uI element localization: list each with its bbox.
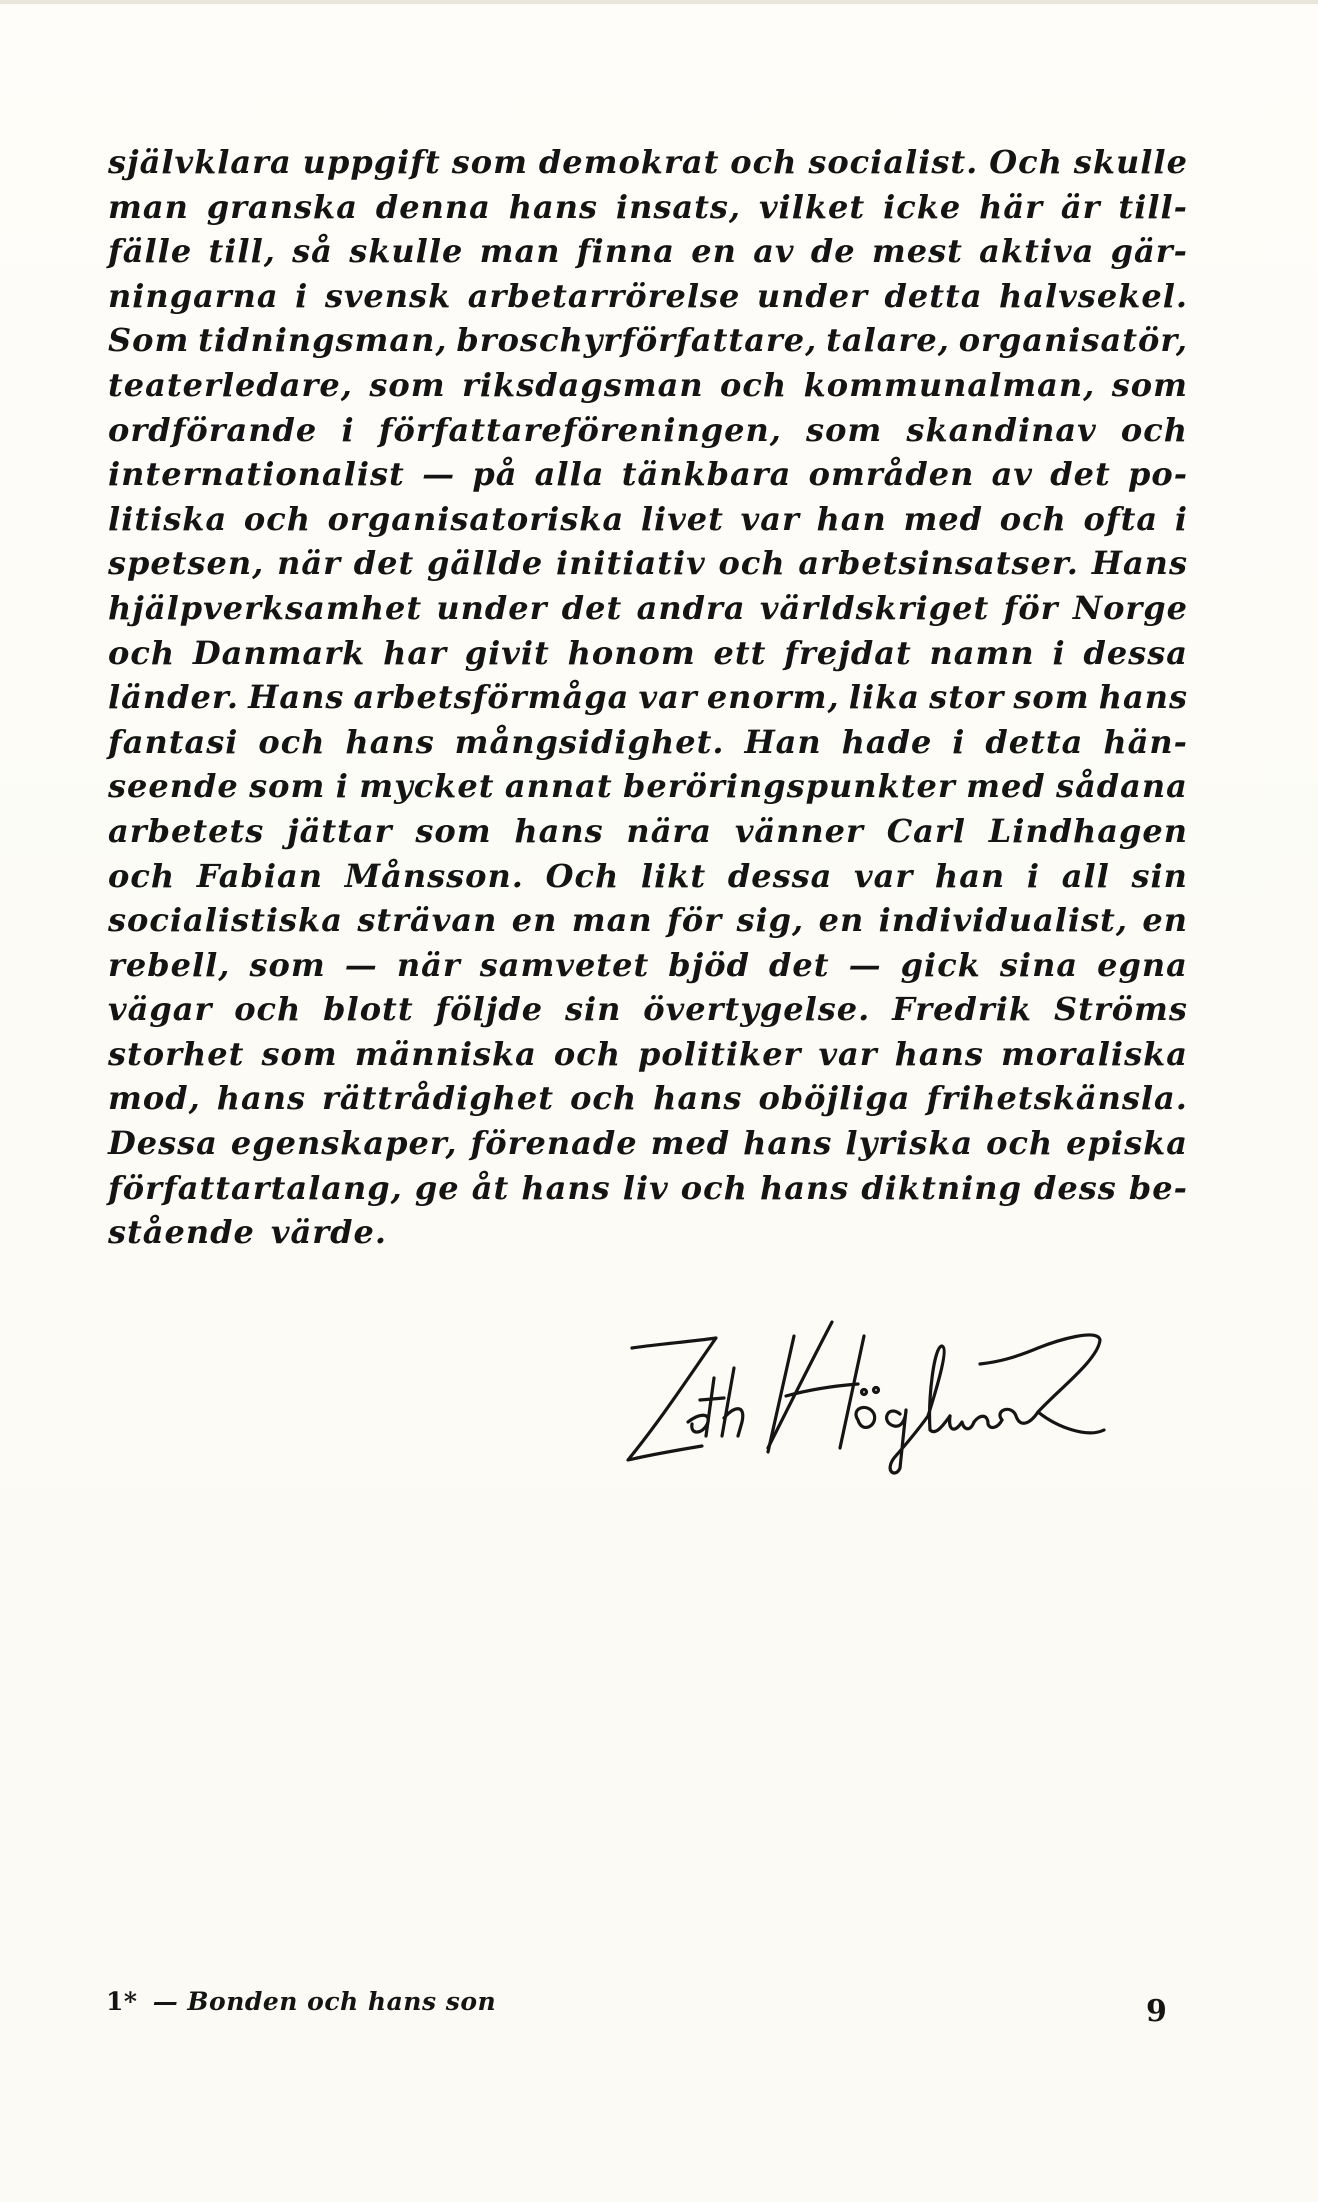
word: Och (989, 143, 1063, 181)
text-line (108, 140, 1188, 185)
word: hans (653, 1079, 743, 1118)
word: hans (345, 722, 435, 761)
word: länder. (108, 678, 239, 717)
word: en (818, 901, 865, 940)
text-line (108, 631, 1188, 676)
word: givit (464, 633, 550, 672)
word: av (753, 232, 795, 271)
word: Hans (1091, 544, 1188, 583)
word: liv (622, 1168, 669, 1207)
word: dessa (1083, 633, 1188, 672)
word: mest (871, 232, 963, 271)
word: och (718, 544, 786, 583)
word: de (810, 232, 856, 271)
word: det (561, 588, 623, 627)
text-line (108, 1166, 1188, 1211)
word: sin (564, 990, 622, 1029)
word: hans (760, 1168, 850, 1207)
text-line (108, 452, 1188, 497)
text-line (108, 943, 1188, 988)
word: hans (216, 1079, 306, 1118)
word: denna (375, 187, 491, 226)
word: arbetsförmåga (353, 678, 630, 717)
word: har (383, 633, 447, 672)
word: storhet (108, 1034, 245, 1073)
word: hans (743, 1124, 833, 1163)
word: värde. (270, 1213, 387, 1252)
word: initiativ (555, 544, 706, 583)
word: och (1120, 410, 1188, 449)
word: till, (208, 232, 276, 271)
text-line (108, 1032, 1188, 1077)
word: svensk (324, 276, 452, 315)
word: vänner (734, 811, 864, 850)
word: ningarna (108, 276, 279, 315)
word: lyriska (845, 1124, 974, 1163)
word: Han (744, 722, 822, 761)
word: i (295, 276, 309, 315)
word: enorm, (706, 678, 840, 717)
word: i (341, 410, 355, 449)
word: mod, (108, 1079, 201, 1118)
word: skulle (349, 232, 464, 271)
word: skandinav (906, 410, 1097, 449)
word: oböjliga (758, 1079, 911, 1118)
text-line (108, 898, 1188, 943)
word: som (369, 365, 446, 404)
word: och (258, 722, 326, 761)
word: ofta (1083, 499, 1159, 538)
word: Fredrik (892, 990, 1033, 1029)
word: en (511, 901, 558, 940)
word: stor (929, 678, 1005, 717)
word: spetsen, (108, 544, 265, 583)
word: litiska (108, 499, 228, 538)
word: man (479, 232, 561, 271)
word: när (277, 544, 341, 583)
body-text (108, 140, 1188, 1255)
word: människa (354, 1034, 537, 1073)
text-line (108, 408, 1188, 453)
text-line (108, 675, 1188, 720)
word: Dessa (108, 1124, 218, 1163)
word: som (261, 1034, 338, 1073)
word: po- (1128, 455, 1188, 494)
word: Som (108, 321, 190, 360)
word: uppgift (302, 143, 441, 181)
word: — (848, 945, 882, 984)
word: alla (534, 455, 605, 494)
word: följde (435, 990, 544, 1029)
word: detta (884, 276, 983, 315)
word: jättar (287, 811, 393, 850)
text-line (108, 497, 1188, 542)
word: med (903, 499, 984, 538)
word: när (396, 945, 461, 984)
word: i (335, 767, 349, 806)
word: på (472, 455, 518, 494)
word: tänkbara (621, 455, 792, 494)
word: en (1142, 901, 1188, 940)
word: seende (108, 767, 239, 806)
word: man (571, 901, 653, 940)
word: av (991, 455, 1033, 494)
word: med (966, 767, 1046, 806)
word: i (952, 722, 966, 761)
text-line (108, 185, 1188, 230)
word: aktiva (979, 232, 1095, 271)
word: och (570, 1079, 638, 1118)
word: som (451, 143, 528, 181)
word: honom (567, 633, 696, 672)
word: förenade (470, 1124, 638, 1163)
word: som (1111, 365, 1188, 404)
word: och (730, 143, 798, 181)
word: arbetarrörelse (467, 276, 741, 315)
word: hjälpverksamhet (108, 588, 423, 627)
word: för (1003, 588, 1059, 627)
word: egna (1097, 945, 1188, 984)
text-line (108, 1076, 1188, 1121)
word: dess (1034, 1168, 1117, 1207)
word: och (999, 499, 1067, 538)
word: talare, (826, 321, 950, 360)
word: moraliska (1000, 1034, 1188, 1073)
text-line (108, 541, 1188, 586)
word: nära (626, 811, 713, 850)
word: vilket (758, 187, 866, 226)
word: övertygelse. (643, 990, 871, 1029)
word: ett (713, 633, 767, 672)
word: granska (206, 187, 358, 226)
word: i (1174, 499, 1188, 538)
signature (618, 1318, 1138, 1478)
text-line (108, 318, 1188, 363)
word: och (243, 499, 311, 538)
word: Lindhagen (988, 811, 1188, 850)
word: gällde (427, 544, 544, 583)
page-edge (0, 0, 1318, 4)
word: Carl (886, 811, 966, 850)
footer-book-title: — Bonden och hans son (152, 1987, 497, 2016)
word: i (1052, 633, 1066, 672)
word: beröringspunkter (623, 767, 956, 806)
word: hans (894, 1034, 984, 1073)
word: han (816, 499, 887, 538)
word: och (986, 1124, 1054, 1163)
word: och (234, 990, 302, 1029)
word: för (667, 901, 723, 940)
word: hans (508, 187, 599, 226)
word: det (353, 544, 415, 583)
word: organisatoriska (327, 499, 625, 538)
word: detta (985, 722, 1084, 761)
text-line (108, 1210, 1188, 1255)
word: och (108, 856, 176, 895)
word: Fabian (196, 856, 324, 895)
word: områden (808, 455, 975, 494)
text-line (108, 229, 1188, 274)
word: som (249, 945, 326, 984)
word: med (650, 1124, 731, 1163)
word: en (691, 232, 737, 271)
word: världskriget (759, 588, 990, 627)
text-line (108, 987, 1188, 1032)
word: rättrådighet (322, 1079, 555, 1118)
word: frihetskänsla. (926, 1079, 1188, 1118)
word: det (1050, 455, 1111, 494)
word: namn (929, 633, 1035, 672)
word: var (818, 1034, 878, 1073)
word: självklara (108, 143, 292, 181)
word: var (854, 856, 914, 895)
text-line (108, 720, 1188, 765)
word: fantasi (108, 722, 239, 761)
word: sina (999, 945, 1079, 984)
word: halvsekel. (999, 276, 1188, 315)
word: livet (640, 499, 724, 538)
word: lika (848, 678, 921, 717)
word: socialist. (808, 143, 979, 181)
word: hans (514, 811, 604, 850)
word: det (769, 945, 830, 984)
word: som (415, 811, 492, 850)
word: skulle (1073, 143, 1188, 181)
text-line (108, 854, 1188, 899)
word: författareföreningen, (378, 410, 782, 449)
word: strävan (357, 901, 498, 940)
word: är (1060, 187, 1101, 226)
word: bjöd (668, 945, 750, 984)
word: internationalist (108, 455, 405, 494)
word: och (108, 633, 176, 672)
word: Hans (248, 678, 345, 717)
word: författartalang, (108, 1168, 403, 1207)
word: sig, (736, 901, 805, 940)
word: icke (883, 187, 962, 226)
text-line (108, 1121, 1188, 1166)
word: be- (1128, 1168, 1188, 1207)
word: Och (545, 856, 620, 895)
word: under (436, 588, 548, 627)
word: insats, (615, 187, 742, 226)
word: politiker (638, 1034, 802, 1073)
word: här (979, 187, 1043, 226)
word: Norge (1072, 588, 1188, 627)
word: som (806, 410, 883, 449)
page-number: 9 (1146, 1994, 1167, 2029)
word: finna (576, 232, 675, 271)
sheet-signature-mark: 1* (106, 1987, 138, 2016)
word: gick (900, 945, 981, 984)
text-line (108, 764, 1188, 809)
word: som (1013, 678, 1090, 717)
text-line (108, 363, 1188, 408)
word: och (680, 1168, 748, 1207)
word: frejdat (784, 633, 912, 672)
word: teaterledare, (108, 365, 353, 404)
word: egenskaper, (230, 1124, 458, 1163)
word: arbetsinsatser. (798, 544, 1079, 583)
word: mångsidighet. (454, 722, 725, 761)
word: demokrat (538, 143, 720, 181)
word: Danmark (192, 633, 366, 672)
word: organisatör, (958, 321, 1188, 360)
word: samvetet (479, 945, 650, 984)
word: sin (1131, 856, 1188, 895)
word: var (638, 678, 698, 717)
word: dessa (727, 856, 833, 895)
word: hans (1098, 678, 1188, 717)
word: han (934, 856, 1006, 895)
word: sådana (1056, 767, 1188, 806)
word: i (1026, 856, 1041, 895)
text-line (108, 809, 1188, 854)
word: — (422, 455, 456, 494)
footer-signature-note (106, 1987, 496, 2016)
word: riksdagsman (462, 365, 704, 404)
word: kommunalman, (803, 365, 1096, 404)
word: diktning (861, 1168, 1022, 1207)
word: socialistiska (108, 901, 343, 940)
text-line (108, 274, 1188, 319)
word: hän- (1103, 722, 1188, 761)
word: man (108, 187, 189, 226)
word: fälle (108, 232, 193, 271)
word: likt (640, 856, 707, 895)
text-line (108, 586, 1188, 631)
word: Månsson. (344, 856, 524, 895)
word: stående (108, 1213, 255, 1252)
word: hans (521, 1168, 611, 1207)
word: som (249, 767, 326, 806)
word: ordförande (108, 410, 318, 449)
word: åt (471, 1168, 510, 1207)
word: — (344, 945, 378, 984)
word: hade (841, 722, 933, 761)
word: individualist, (878, 901, 1128, 940)
word: rebell, (108, 945, 231, 984)
word: Ströms (1053, 990, 1188, 1029)
word: all (1061, 856, 1110, 895)
word: var (740, 499, 800, 538)
word: och (720, 365, 788, 404)
word: mycket (359, 767, 495, 806)
word: broschyrförfattare, (456, 321, 818, 360)
word: blott (323, 990, 414, 1029)
word: under (756, 276, 869, 315)
word: arbetets (108, 811, 265, 850)
word: tidningsman, (198, 321, 448, 360)
word: vägar (108, 990, 213, 1029)
word: gär- (1110, 232, 1188, 271)
word: annat (504, 767, 613, 806)
word: och (553, 1034, 622, 1073)
word: episka (1066, 1124, 1188, 1163)
word: till- (1118, 187, 1188, 226)
word: så (292, 232, 333, 271)
word: ge (414, 1168, 460, 1207)
word: andra (636, 588, 746, 627)
